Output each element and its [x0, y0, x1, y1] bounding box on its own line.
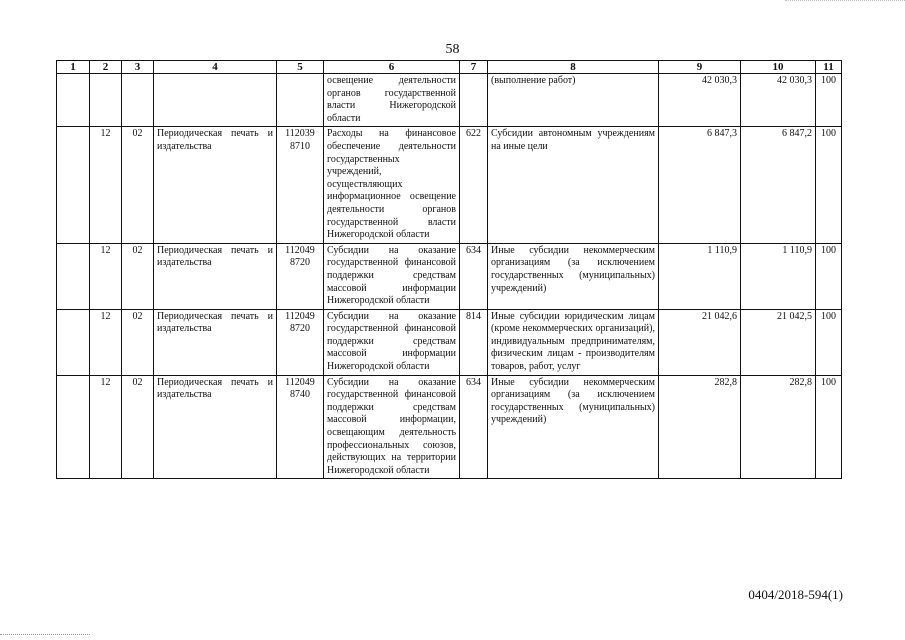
- cell-target-article: 112049 8740: [277, 375, 324, 479]
- cell-article-name: Субсидии на оказание государственной финансовой поддержки средствам массовой информации Нижегородской области: [324, 309, 460, 375]
- cell-article-name: Субсидии на оказание государственной финансовой поддержки средствам массовой информации Нижегородской области: [324, 243, 460, 309]
- column-header: 9: [659, 61, 741, 74]
- cell-index: [57, 127, 90, 243]
- column-header: 1: [57, 61, 90, 74]
- cell-index: [57, 309, 90, 375]
- table-row: [57, 375, 842, 479]
- cell-expense-type: 634: [460, 375, 488, 479]
- table-row: [57, 127, 842, 243]
- cell-index: [57, 375, 90, 479]
- cell-subsection-name: Периодическая печать и издательства: [154, 243, 277, 309]
- cell-expense-type: [460, 74, 488, 127]
- cell-percent: 100: [816, 309, 842, 375]
- cell-subsection: [122, 74, 154, 127]
- cell-actual-amount: 1 110,9: [741, 243, 816, 309]
- cell-actual-amount: 6 847,2: [741, 127, 816, 243]
- cell-target-article: [277, 74, 324, 127]
- cell-article-name: Субсидии на оказание государственной финансовой поддержки средствам массовой информации, освещающим деятельность профессиональных союзов, действующих на территории Нижегородской области: [324, 375, 460, 479]
- cell-article-name: Расходы на финансовое обеспечение деятельности государственных учреждений, осуществляющих информационное освещение деятельности органов государственной власти Нижегородской области: [324, 127, 460, 243]
- cell-subsection: 02: [122, 309, 154, 375]
- scan-edge-mark: [0, 634, 90, 636]
- cell-target-article: 112049 8720: [277, 243, 324, 309]
- cell-index: [57, 243, 90, 309]
- column-header: 10: [741, 61, 816, 74]
- cell-subsection: 02: [122, 127, 154, 243]
- cell-actual-amount: 21 042,5: [741, 309, 816, 375]
- table-row: [57, 309, 842, 375]
- column-header: 8: [488, 61, 659, 74]
- cell-expense-type: 622: [460, 127, 488, 243]
- cell-subsection-name: Периодическая печать и издательства: [154, 309, 277, 375]
- cell-expense-type-name: Иные субсидии некоммерческим организациям (за исключением государственных (муниципальных) учреждений): [488, 375, 659, 479]
- cell-percent: 100: [816, 243, 842, 309]
- cell-expense-type: 634: [460, 243, 488, 309]
- budget-table: [56, 60, 842, 479]
- cell-expense-type: 814: [460, 309, 488, 375]
- cell-section: 12: [90, 243, 122, 309]
- column-header: 11: [816, 61, 842, 74]
- cell-expense-type-name: Иные субсидии некоммерческим организациям (за исключением государственных (муниципальных) учреждений): [488, 243, 659, 309]
- cell-subsection: 02: [122, 375, 154, 479]
- cell-expense-type-name: Иные субсидии юридическим лицам (кроме некоммерческих организаций), индивидуальным предпринимателям, физическим лицам - производителям товаров, работ, услуг: [488, 309, 659, 375]
- cell-plan-amount: 282,8: [659, 375, 741, 479]
- cell-article-name: освещение деятельности органов государственной власти Нижегородской области: [324, 74, 460, 127]
- table-header-row: [57, 61, 842, 74]
- cell-actual-amount: 282,8: [741, 375, 816, 479]
- cell-target-article: 112039 8710: [277, 127, 324, 243]
- table-row: [57, 243, 842, 309]
- cell-percent: 100: [816, 74, 842, 127]
- cell-plan-amount: 42 030,3: [659, 74, 741, 127]
- cell-percent: 100: [816, 375, 842, 479]
- page-number: 58: [445, 42, 460, 57]
- cell-section: 12: [90, 309, 122, 375]
- cell-percent: 100: [816, 127, 842, 243]
- cell-subsection-name: [154, 74, 277, 127]
- cell-index: [57, 74, 90, 127]
- cell-expense-type-name: Субсидии автономным учреждениям на иные цели: [488, 127, 659, 243]
- document-code: 0404/2018-594(1): [748, 587, 843, 602]
- cell-plan-amount: 1 110,9: [659, 243, 741, 309]
- column-header: 3: [122, 61, 154, 74]
- scan-edge-mark: [785, 0, 905, 2]
- table-row: [57, 74, 842, 127]
- column-header: 6: [324, 61, 460, 74]
- cell-section: 12: [90, 375, 122, 479]
- cell-actual-amount: 42 030,3: [741, 74, 816, 127]
- cell-target-article: 112049 8720: [277, 309, 324, 375]
- column-header: 2: [90, 61, 122, 74]
- cell-plan-amount: 6 847,3: [659, 127, 741, 243]
- column-header: 4: [154, 61, 277, 74]
- column-header: 5: [277, 61, 324, 74]
- cell-subsection-name: Периодическая печать и издательства: [154, 375, 277, 479]
- cell-expense-type-name: (выполнение работ): [488, 74, 659, 127]
- cell-subsection-name: Периодическая печать и издательства: [154, 127, 277, 243]
- cell-section: 12: [90, 127, 122, 243]
- column-header: 7: [460, 61, 488, 74]
- cell-subsection: 02: [122, 243, 154, 309]
- cell-plan-amount: 21 042,6: [659, 309, 741, 375]
- cell-section: [90, 74, 122, 127]
